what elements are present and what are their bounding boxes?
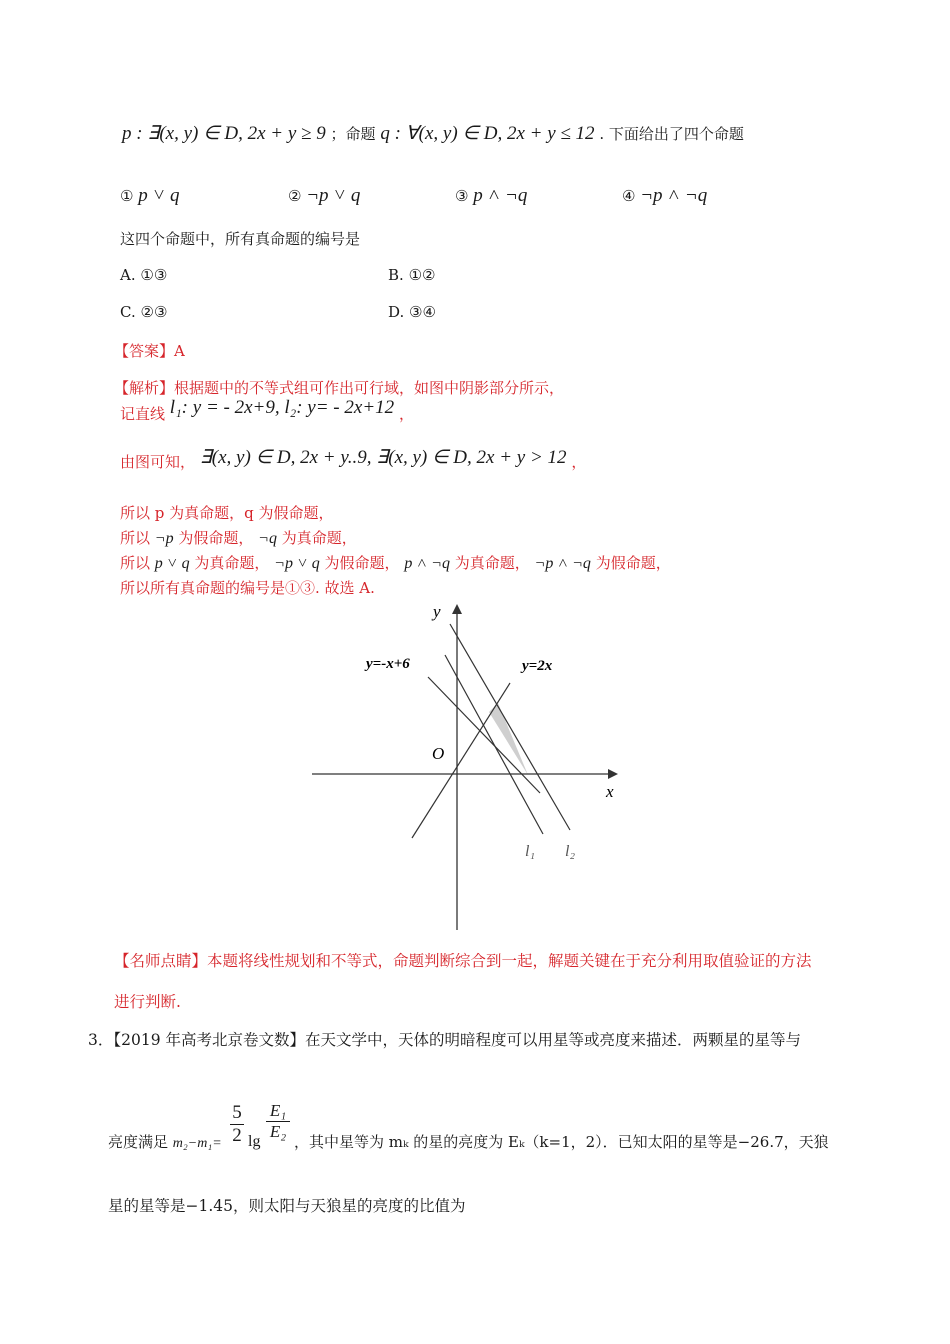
option-text: ③④	[409, 303, 436, 321]
option-c[interactable]	[120, 303, 167, 321]
formula-left: m₂−m₁=	[172, 1136, 222, 1151]
proposition-p-formula: p : ∃(x, y) ∈ D, 2x + y ≥ 9	[122, 123, 326, 144]
label-line-2: y=2x	[522, 658, 553, 674]
line-l2	[450, 624, 570, 830]
problem3-line-3: 星的星等是−1.45，则太阳与天狼星的亮度的比值为	[108, 1197, 466, 1215]
text: 为真命题，	[281, 529, 357, 547]
answer-line: 【答案】A	[114, 342, 185, 360]
exists-formula: ∃(x, y) ∈ D, 2x + y..9, ∃(x, y) ∈ D, 2x + y > 12	[199, 447, 567, 468]
text: 为假命题，	[595, 554, 671, 572]
fraction-e1-over-e2	[266, 1101, 290, 1142]
line-l1	[445, 655, 543, 834]
axis-y-label: y	[433, 602, 441, 621]
line-y-neg-x-plus-6	[428, 677, 540, 793]
statement-tail: . 下面给出了四个命题	[599, 125, 744, 143]
problem3-line-2-rest: ，其中星等为 mₖ 的星的亮度为 Eₖ（k=1，2）．已知太阳的星等是−26.7，天狼	[294, 1133, 829, 1151]
math: ¬q	[258, 530, 277, 547]
text: 记直线	[120, 405, 166, 423]
text: 亮度满足	[108, 1133, 169, 1151]
math: ¬p ˄ ¬q	[534, 555, 591, 572]
prop-expr: ¬p ˄ ¬q	[640, 185, 708, 206]
problem3-line-2	[108, 1132, 222, 1154]
label-line-1: y=-x+6	[366, 656, 410, 672]
text: 为假命题，	[324, 554, 400, 572]
x-axis-arrow	[608, 769, 618, 779]
math: ¬p	[154, 530, 174, 547]
text: 所以	[120, 554, 151, 572]
math: p ˅ q	[154, 555, 190, 572]
analysis-line-4: 所以 p 为真命题，q 为假命题，	[120, 504, 334, 522]
analysis-line-6	[120, 553, 671, 574]
prop-expr: p ˄ ¬q	[473, 185, 528, 206]
numerator: E₁	[269, 1101, 287, 1120]
label-l2: l₂	[565, 843, 576, 860]
separator-text: ；命题	[330, 125, 376, 143]
text: 为假命题，	[178, 529, 254, 547]
denominator: E₂	[266, 1121, 290, 1142]
analysis-line-3	[120, 447, 587, 472]
feasible-region-figure	[300, 595, 630, 935]
math: p ˄ ¬q	[404, 555, 450, 572]
prop-number: ④	[622, 187, 636, 205]
analysis-line-5	[120, 528, 357, 549]
text: 为真命题，	[194, 554, 270, 572]
option-text: ①③	[140, 266, 168, 284]
option-label: C.	[120, 303, 136, 321]
lg-symbol: lg	[248, 1133, 261, 1150]
label-l1: l₁	[525, 843, 536, 860]
prop-number: ①	[120, 187, 134, 205]
option-text: ①②	[408, 266, 436, 284]
origin-label: O	[432, 744, 445, 763]
line-y-2x	[412, 683, 510, 838]
shaded-region	[489, 703, 528, 775]
math: ¬p ˅ q	[274, 555, 320, 572]
y-axis-arrow	[452, 604, 462, 614]
question-text: 这四个命题中，所有真命题的编号是	[120, 230, 361, 248]
proposition-3	[455, 186, 527, 206]
analysis-line-1: 【解析】根据题中的不等式组可作出可行域，如图中阴影部分所示，	[114, 379, 565, 397]
text: 为真命题，	[454, 554, 530, 572]
denominator: 2	[230, 1124, 244, 1147]
axis-x-label: x	[606, 782, 614, 801]
tip-line-1: 【名师点睛】本题将线性规划和不等式，命题判断综合到一起，解题关键在于充分利用取值验证的方法	[114, 952, 812, 970]
option-label: B.	[388, 266, 404, 284]
text: ，	[571, 453, 587, 471]
prop-expr: ¬p ˅ q	[306, 185, 361, 206]
option-d[interactable]	[388, 303, 436, 321]
analysis-line-2	[120, 397, 414, 424]
fraction-5-over-2	[230, 1102, 244, 1147]
proposition-2	[288, 186, 360, 206]
option-text: ②③	[140, 303, 168, 321]
text: 所以	[120, 529, 151, 547]
proposition-4	[622, 186, 707, 206]
tip-line-2: 进行判断.	[114, 993, 181, 1011]
text: 由图可知，	[120, 453, 196, 471]
prop-number: ②	[288, 187, 302, 205]
problem-statement	[122, 124, 744, 144]
prop-number: ③	[455, 187, 469, 205]
text: ，	[398, 405, 414, 423]
proposition-1	[120, 186, 180, 206]
option-a[interactable]	[120, 266, 167, 284]
problem3-line-1: 3．【2019 年高考北京卷文数】在天文学中，天体的明暗程度可以用星等或亮度来描述．两颗星的星等与	[88, 1031, 801, 1049]
option-label: D.	[388, 303, 405, 321]
analysis-line-7: 所以所有真命题的编号是①③. 故选 A.	[120, 579, 375, 597]
option-b[interactable]	[388, 266, 435, 284]
option-label: A.	[120, 266, 136, 284]
numerator: 5	[232, 1102, 242, 1123]
lines-formula: l₁: y = - 2x+9, l₂: y= - 2x+12	[169, 397, 395, 418]
proposition-q-formula: q : ∀(x, y) ∈ D, 2x + y ≤ 12	[380, 123, 595, 144]
prop-expr: p ˅ q	[138, 185, 180, 206]
